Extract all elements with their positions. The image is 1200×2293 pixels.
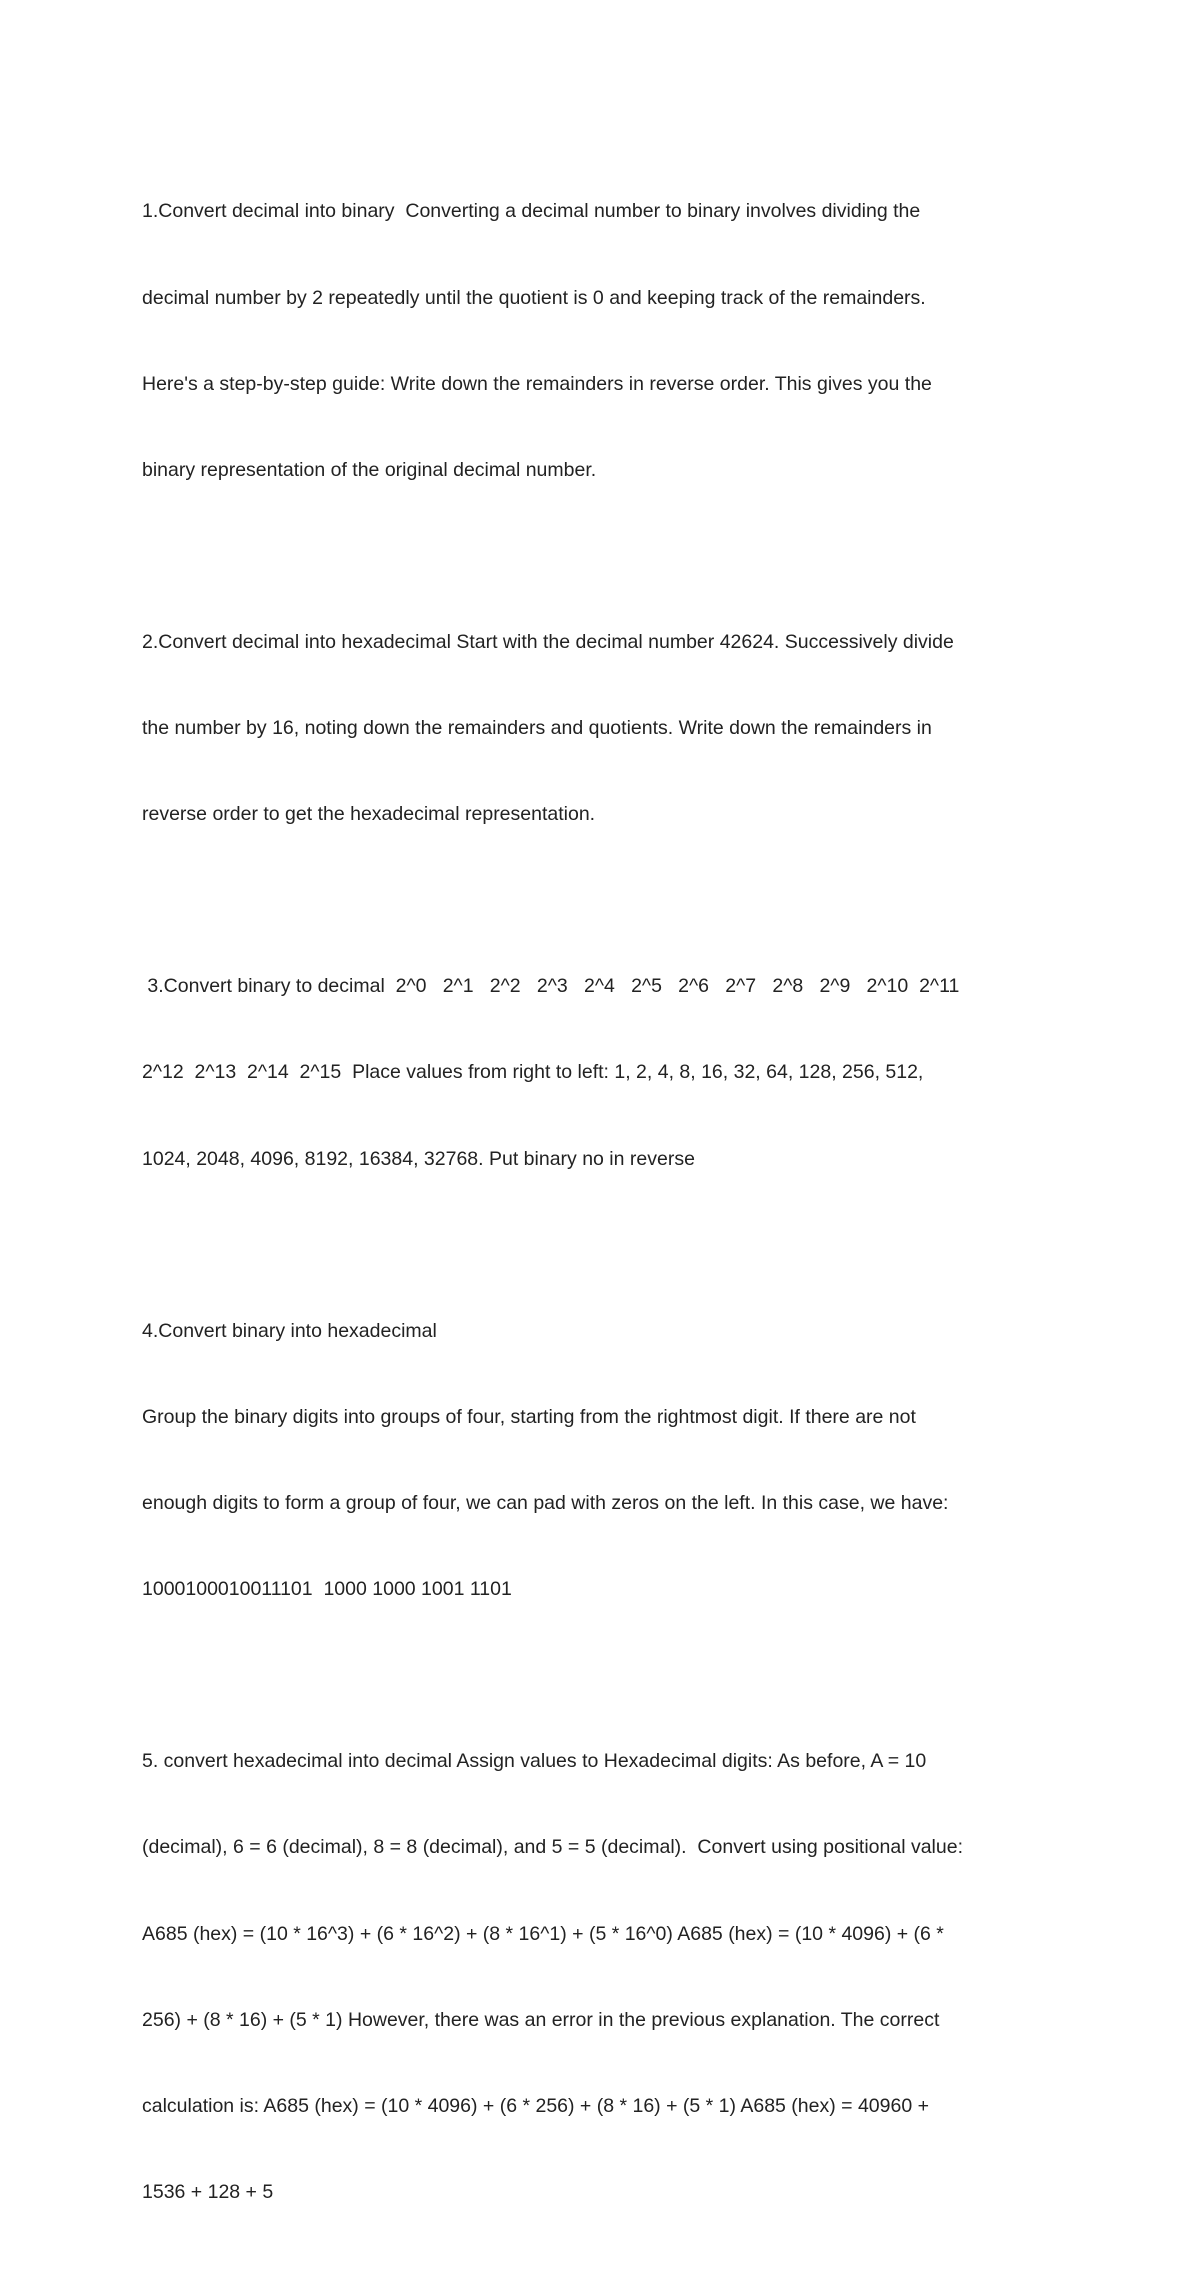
text-line: A685 (hex) = (10 * 16^3) + (6 * 16^2) + (8 * 16^1) + (5 * 16^0) A685 (hex) = (10 * 4096) + (6 * <box>142 1922 944 1945</box>
text-line: 3.Convert binary to decimal 2^0 2^1 2^2 2^3 2^4 2^5 2^6 2^7 2^8 2^9 2^10 2^11 <box>142 975 960 998</box>
paragraph-decimal-to-hexadecimal <box>142 571 1062 887</box>
text-line: 4.Convert binary into hexadecimal <box>142 1319 437 1342</box>
text-line: 1.Convert decimal into binary Converting a decimal number to binary involves dividing the <box>142 200 921 223</box>
text-line: 2^12 2^13 2^14 2^15 Place values from right to left: 1, 2, 4, 8, 16, 32, 64, 128, 256, 512, <box>142 1061 924 1084</box>
paragraph-binary-to-hexadecimal <box>142 1259 1062 1661</box>
text-line: 1024, 2048, 4096, 8192, 16384, 32768. Put binary no in reverse <box>142 1147 695 1170</box>
text-line: the number by 16, noting down the remainders and quotients. Write down the remainders in <box>142 717 932 740</box>
text-line: binary representation of the original decimal number. <box>142 458 597 481</box>
text-line: reverse order to get the hexadecimal representation. <box>142 803 596 826</box>
text-line: 1000100010011101 1000 1000 1001 1101 <box>142 1578 512 1601</box>
text-line: decimal number by 2 repeatedly until the quotient is 0 and keeping track of the remainders. <box>142 286 926 309</box>
text-line: (decimal), 6 = 6 (decimal), 8 = 8 (decimal), and 5 = 5 (decimal). Convert using positional value: <box>142 1836 963 1859</box>
text-line: calculation is: A685 (hex) = (10 * 4096) + (6 * 256) + (8 * 16) + (5 * 1) A685 (hex) = 40960 + <box>142 2094 929 2117</box>
text-line: Here's a step-by-step guide: Write down the remainders in reverse order. This gives you the <box>142 372 932 395</box>
text-line: 5. convert hexadecimal into decimal Assign values to Hexadecimal digits: As before, A = 10 <box>142 1750 927 1773</box>
document-body <box>142 140 1062 2293</box>
text-line: enough digits to form a group of four, we can pad with zeros on the left. In this case, we have: <box>142 1492 949 1514</box>
text-line: 2.Convert decimal into hexadecimal Start with the decimal number 42624. Successively divide <box>142 630 954 653</box>
text-line: Group the binary digits into groups of four, starting from the rightmost digit. If there are not <box>142 1405 916 1428</box>
text-line: 256) + (8 * 16) + (5 * 1) However, there was an error in the previous explanation. The correct <box>142 2008 940 2031</box>
paragraph-binary-to-decimal <box>142 915 1062 1231</box>
paragraph-hexadecimal-to-decimal <box>142 1690 1062 2264</box>
paragraph-decimal-to-binary <box>142 140 1062 542</box>
text-line: 1536 + 128 + 5 <box>142 2180 274 2203</box>
